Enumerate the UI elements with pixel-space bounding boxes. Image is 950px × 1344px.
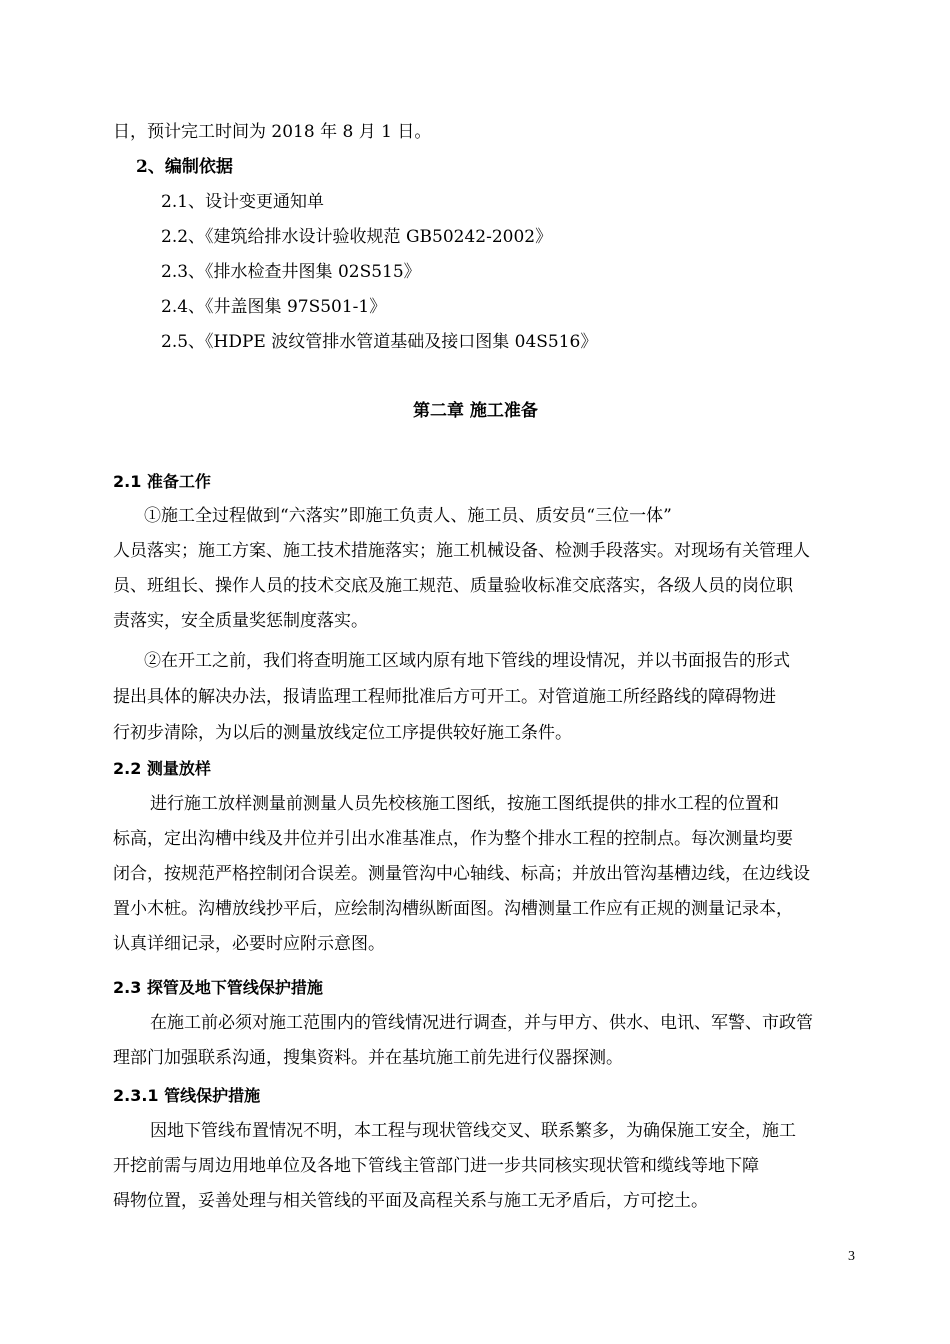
s2-1-p2-line-3: 行初步清除，为以后的测量放线定位工序提供较好施工条件。: [113, 723, 572, 743]
basis-item-2-4: 2.4、《井盖图集 97S501-1》: [161, 297, 387, 317]
section-2-3-1-heading: 2.3.1 管线保护措施: [113, 1086, 261, 1105]
s2-1-p1-line-4: 责落实，安全质量奖惩制度落实。: [113, 611, 368, 631]
s2-1-p1-line-2: 人员落实；施工方案、施工技术措施落实；施工机械设备、检测手段落实。对现场有关管理人: [113, 541, 810, 561]
page-number: 3: [848, 1249, 855, 1264]
s2-3-p1-line-2: 理部门加强联系沟通，搜集资料。并在基坑施工前先进行仪器探测。: [113, 1048, 623, 1068]
s2-2-p1-line-2: 标高，定出沟槽中线及井位并引出水准基准点，作为整个排水工程的控制点。每次测量均要: [113, 829, 793, 849]
section-2-2-heading: 2.2 测量放样: [113, 759, 211, 778]
s2-2-p1-line-5: 认真详细记录，必要时应附示意图。: [113, 934, 385, 954]
section-2-heading: 2、编制依据: [136, 157, 233, 177]
basis-item-2-3: 2.3、《排水检查井图集 02S515》: [161, 262, 421, 282]
s2-3-1-p1-line-1: 因地下管线布置情况不明，本工程与现状管线交叉、联系繁多，为确保施工安全，施工: [150, 1121, 796, 1141]
s2-1-p1-line-3: 员、班组长、操作人员的技术交底及施工规范、质量验收标准交底落实，各级人员的岗位职: [113, 576, 793, 596]
basis-item-2-1: 2.1、设计变更通知单: [161, 192, 325, 212]
s2-1-p2-line-1: ②在开工之前，我们将查明施工区域内原有地下管线的埋设情况，并以书面报告的形式: [144, 651, 790, 671]
s2-1-p1-line-1: ①施工全过程做到“六落实”即施工负责人、施工员、质安员“三位一体”: [144, 506, 672, 526]
s2-2-p1-line-3: 闭合，按规范严格控制闭合误差。测量管沟中心轴线、标高；并放出管沟基槽边线，在边线设: [113, 864, 810, 884]
basis-item-2-2: 2.2、《建筑给排水设计验收规范 GB50242-2002》: [161, 227, 553, 247]
s2-3-1-p1-line-2: 开挖前需与周边用地单位及各地下管线主管部门进一步共同核实现状管和缆线等地下障: [113, 1156, 759, 1176]
section-2-3-heading: 2.3 探管及地下管线保护措施: [113, 978, 323, 997]
s2-2-p1-line-4: 置小木桩。沟槽放线抄平后，应绘制沟槽纵断面图。沟槽测量工作应有正规的测量记录本，: [113, 899, 793, 919]
basis-item-2-5: 2.5、《HDPE 波纹管排水管道基础及接口图集 04S516》: [161, 332, 598, 352]
s2-2-p1-line-1: 进行施工放样测量前测量人员先校核施工图纸，按施工图纸提供的排水工程的位置和: [150, 794, 779, 814]
chapter-2-title: 第二章 施工准备: [413, 401, 538, 421]
s2-3-1-p1-line-3: 碍物位置，妥善处理与相关管线的平面及高程关系与施工无矛盾后，方可挖土。: [113, 1191, 708, 1211]
s2-3-p1-line-1: 在施工前必须对施工范围内的管线情况进行调查，并与甲方、供水、电讯、军警、市政管: [150, 1013, 813, 1033]
completion-date-line: 日，预计完工时间为 2018 年 8 月 1 日。: [113, 122, 432, 142]
s2-1-p2-line-2: 提出具体的解决办法，报请监理工程师批准后方可开工。对管道施工所经路线的障碍物进: [113, 687, 776, 707]
section-2-1-heading: 2.1 准备工作: [113, 472, 211, 491]
